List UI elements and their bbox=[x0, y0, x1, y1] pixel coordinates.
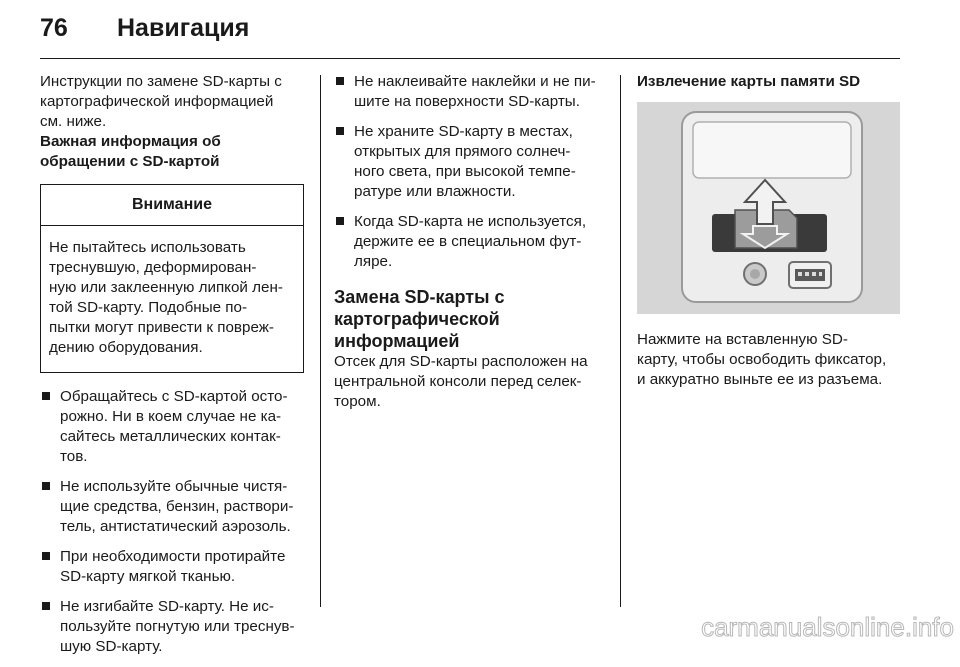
bullet-square-icon bbox=[336, 77, 344, 85]
column-1 bbox=[40, 72, 304, 667]
watermark-text: carmanualsonline.info bbox=[701, 612, 954, 642]
column-3 bbox=[637, 72, 903, 390]
column-divider-2 bbox=[620, 75, 621, 607]
page-number: 76 bbox=[40, 14, 68, 42]
list-item: Не наклеивайте наклейки и не пи- шите на поверхности SD-карты. bbox=[334, 72, 606, 112]
warning-box bbox=[40, 184, 304, 373]
figure-caption: Нажмите на вставленную SD- карту, чтобы освободить фиксатор, и аккуратно выньте ее из разъема. bbox=[637, 331, 887, 388]
list-item: Когда SD-карта не используется, держите ее в специальном фут- ляре. bbox=[334, 212, 606, 272]
section-heading: Замена SD-карты с картографической информацией bbox=[334, 287, 505, 351]
bullet-square-icon bbox=[336, 127, 344, 135]
figure-title: Извлечение карты памяти SD bbox=[637, 73, 861, 90]
watermark bbox=[0, 612, 960, 642]
list-item: При необходимости протирайте SD-карту мягкой тканью. bbox=[40, 547, 304, 587]
warning-title: Внимание bbox=[41, 185, 303, 226]
column-divider-1 bbox=[320, 75, 321, 607]
sd-card-slot-figure bbox=[637, 102, 900, 314]
bullet-square-icon bbox=[42, 392, 50, 400]
bullet-square-icon bbox=[42, 552, 50, 560]
section-title: Навигация bbox=[117, 14, 250, 42]
bullet-square-icon bbox=[336, 217, 344, 225]
list-item: Обращайтесь с SD-картой осто- рожно. Ни в коем случае не ка- сайтесь металлических контак- тов. bbox=[40, 387, 304, 467]
bullet-square-icon bbox=[42, 482, 50, 490]
bullet-square-icon bbox=[42, 602, 50, 610]
column-2 bbox=[334, 72, 606, 412]
intro-text: Инструкции по замене SD-карты с картографической информацией см. ниже. bbox=[40, 73, 282, 130]
warning-text: Не пытайтесь использовать треснувшую, деформирован- ную или заклеенную липкой лен- той SD-карту. Подобные по- пытки могут привести к повреж- дению оборудования. bbox=[49, 239, 283, 356]
sd-handling-subheading: Важная информация об обращении с SD-картой bbox=[40, 133, 221, 170]
list-item: Не храните SD-карту в местах, открытых для прямого солнеч- ного света, при высокой темпе- ратуре или влажности. bbox=[334, 122, 606, 202]
sd-card-slot-illustration bbox=[637, 102, 900, 314]
section-text: Отсек для SD-карты расположен на центральной консоли перед селек- тором. bbox=[334, 353, 588, 410]
header-rule bbox=[40, 58, 900, 59]
list-item: Не изгибайте SD-карту. Не ис- пользуйте погнутую или треснув- шую SD-карту. bbox=[40, 597, 304, 657]
list-item: Не используйте обычные чистя- щие средства, бензин, раствори- тель, антистатический аэрозоль. bbox=[40, 477, 304, 537]
storage-bullet-list bbox=[334, 72, 606, 272]
